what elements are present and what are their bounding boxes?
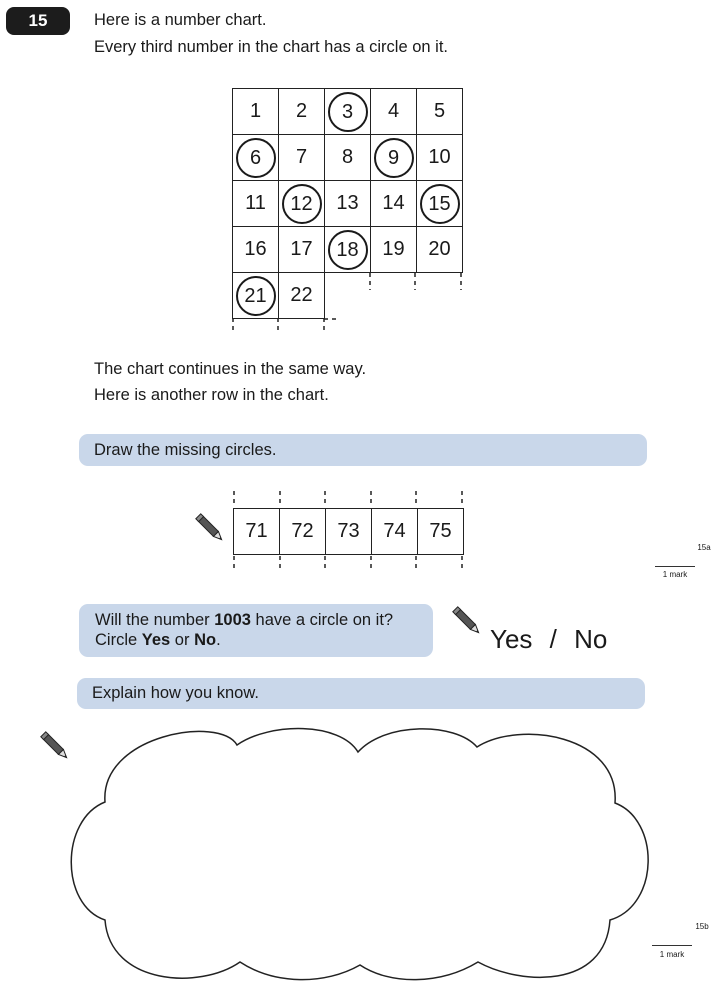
- answer-number: 72: [291, 520, 314, 542]
- answer-yes[interactable]: Yes: [490, 624, 533, 654]
- q-post: have a circle on it?: [250, 611, 394, 629]
- number: 1: [249, 100, 262, 122]
- number: 14: [382, 192, 405, 214]
- number: 2: [295, 100, 308, 122]
- pencil-icon: [41, 732, 69, 760]
- pencil-icon: [196, 514, 224, 542]
- answer-number: 74: [383, 520, 406, 542]
- circled-number: 12: [282, 184, 322, 224]
- answer-separator: /: [549, 624, 557, 654]
- number: 20: [428, 238, 451, 260]
- circled-number: 21: [236, 276, 276, 316]
- q-number-1003: 1003: [214, 611, 251, 629]
- q2-no: No: [194, 631, 217, 649]
- mark-label-15a: 1 mark: [662, 570, 688, 579]
- intro-line-2: Every third number in the chart has a circle on it.: [94, 38, 448, 56]
- chart-continuation-lines: [233, 273, 461, 334]
- circled-number: 6: [236, 138, 276, 178]
- circled-number: 15: [420, 184, 460, 224]
- number: 16: [244, 238, 267, 260]
- q-pre: Will the number: [95, 611, 215, 629]
- circled-number: 18: [328, 230, 368, 270]
- q2-mid: or: [170, 631, 195, 649]
- number: 17: [290, 238, 313, 260]
- number: 4: [387, 100, 400, 122]
- instruction-draw-circles-text: Draw the missing circles.: [94, 441, 277, 459]
- number: 5: [433, 100, 446, 122]
- q2-yes: Yes: [141, 631, 171, 649]
- q2-pre: Circle: [95, 631, 142, 649]
- answer-number: 71: [245, 520, 268, 542]
- mark-label-15b: 1 mark: [659, 950, 685, 959]
- circled-number: 3: [328, 92, 368, 132]
- number: 19: [382, 238, 405, 260]
- q2-end: .: [216, 631, 221, 649]
- question-number: 15: [6, 7, 70, 35]
- number: 10: [428, 146, 451, 168]
- intro-line-1: Here is a number chart.: [94, 11, 267, 29]
- circled-number: 9: [374, 138, 414, 178]
- instruction-explain-text: Explain how you know.: [92, 684, 259, 702]
- answer-no[interactable]: No: [574, 624, 608, 654]
- number: 11: [245, 192, 266, 214]
- continues-line-1: The chart continues in the same way.: [94, 360, 367, 378]
- pencil-icon: [453, 607, 481, 635]
- number: 22: [290, 284, 313, 306]
- number: 13: [336, 192, 359, 214]
- mark-ref-15a: 15a: [697, 543, 711, 552]
- answer-row-dashes: [234, 491, 462, 572]
- continues-line-2: Here is another row in the chart.: [94, 386, 329, 404]
- mark-ref-15b: 15b: [695, 922, 709, 931]
- number: 7: [295, 146, 308, 168]
- number: 8: [341, 146, 354, 168]
- answer-cloud-box[interactable]: [71, 729, 648, 980]
- answer-number: 73: [337, 520, 360, 542]
- answer-number: 75: [429, 520, 452, 542]
